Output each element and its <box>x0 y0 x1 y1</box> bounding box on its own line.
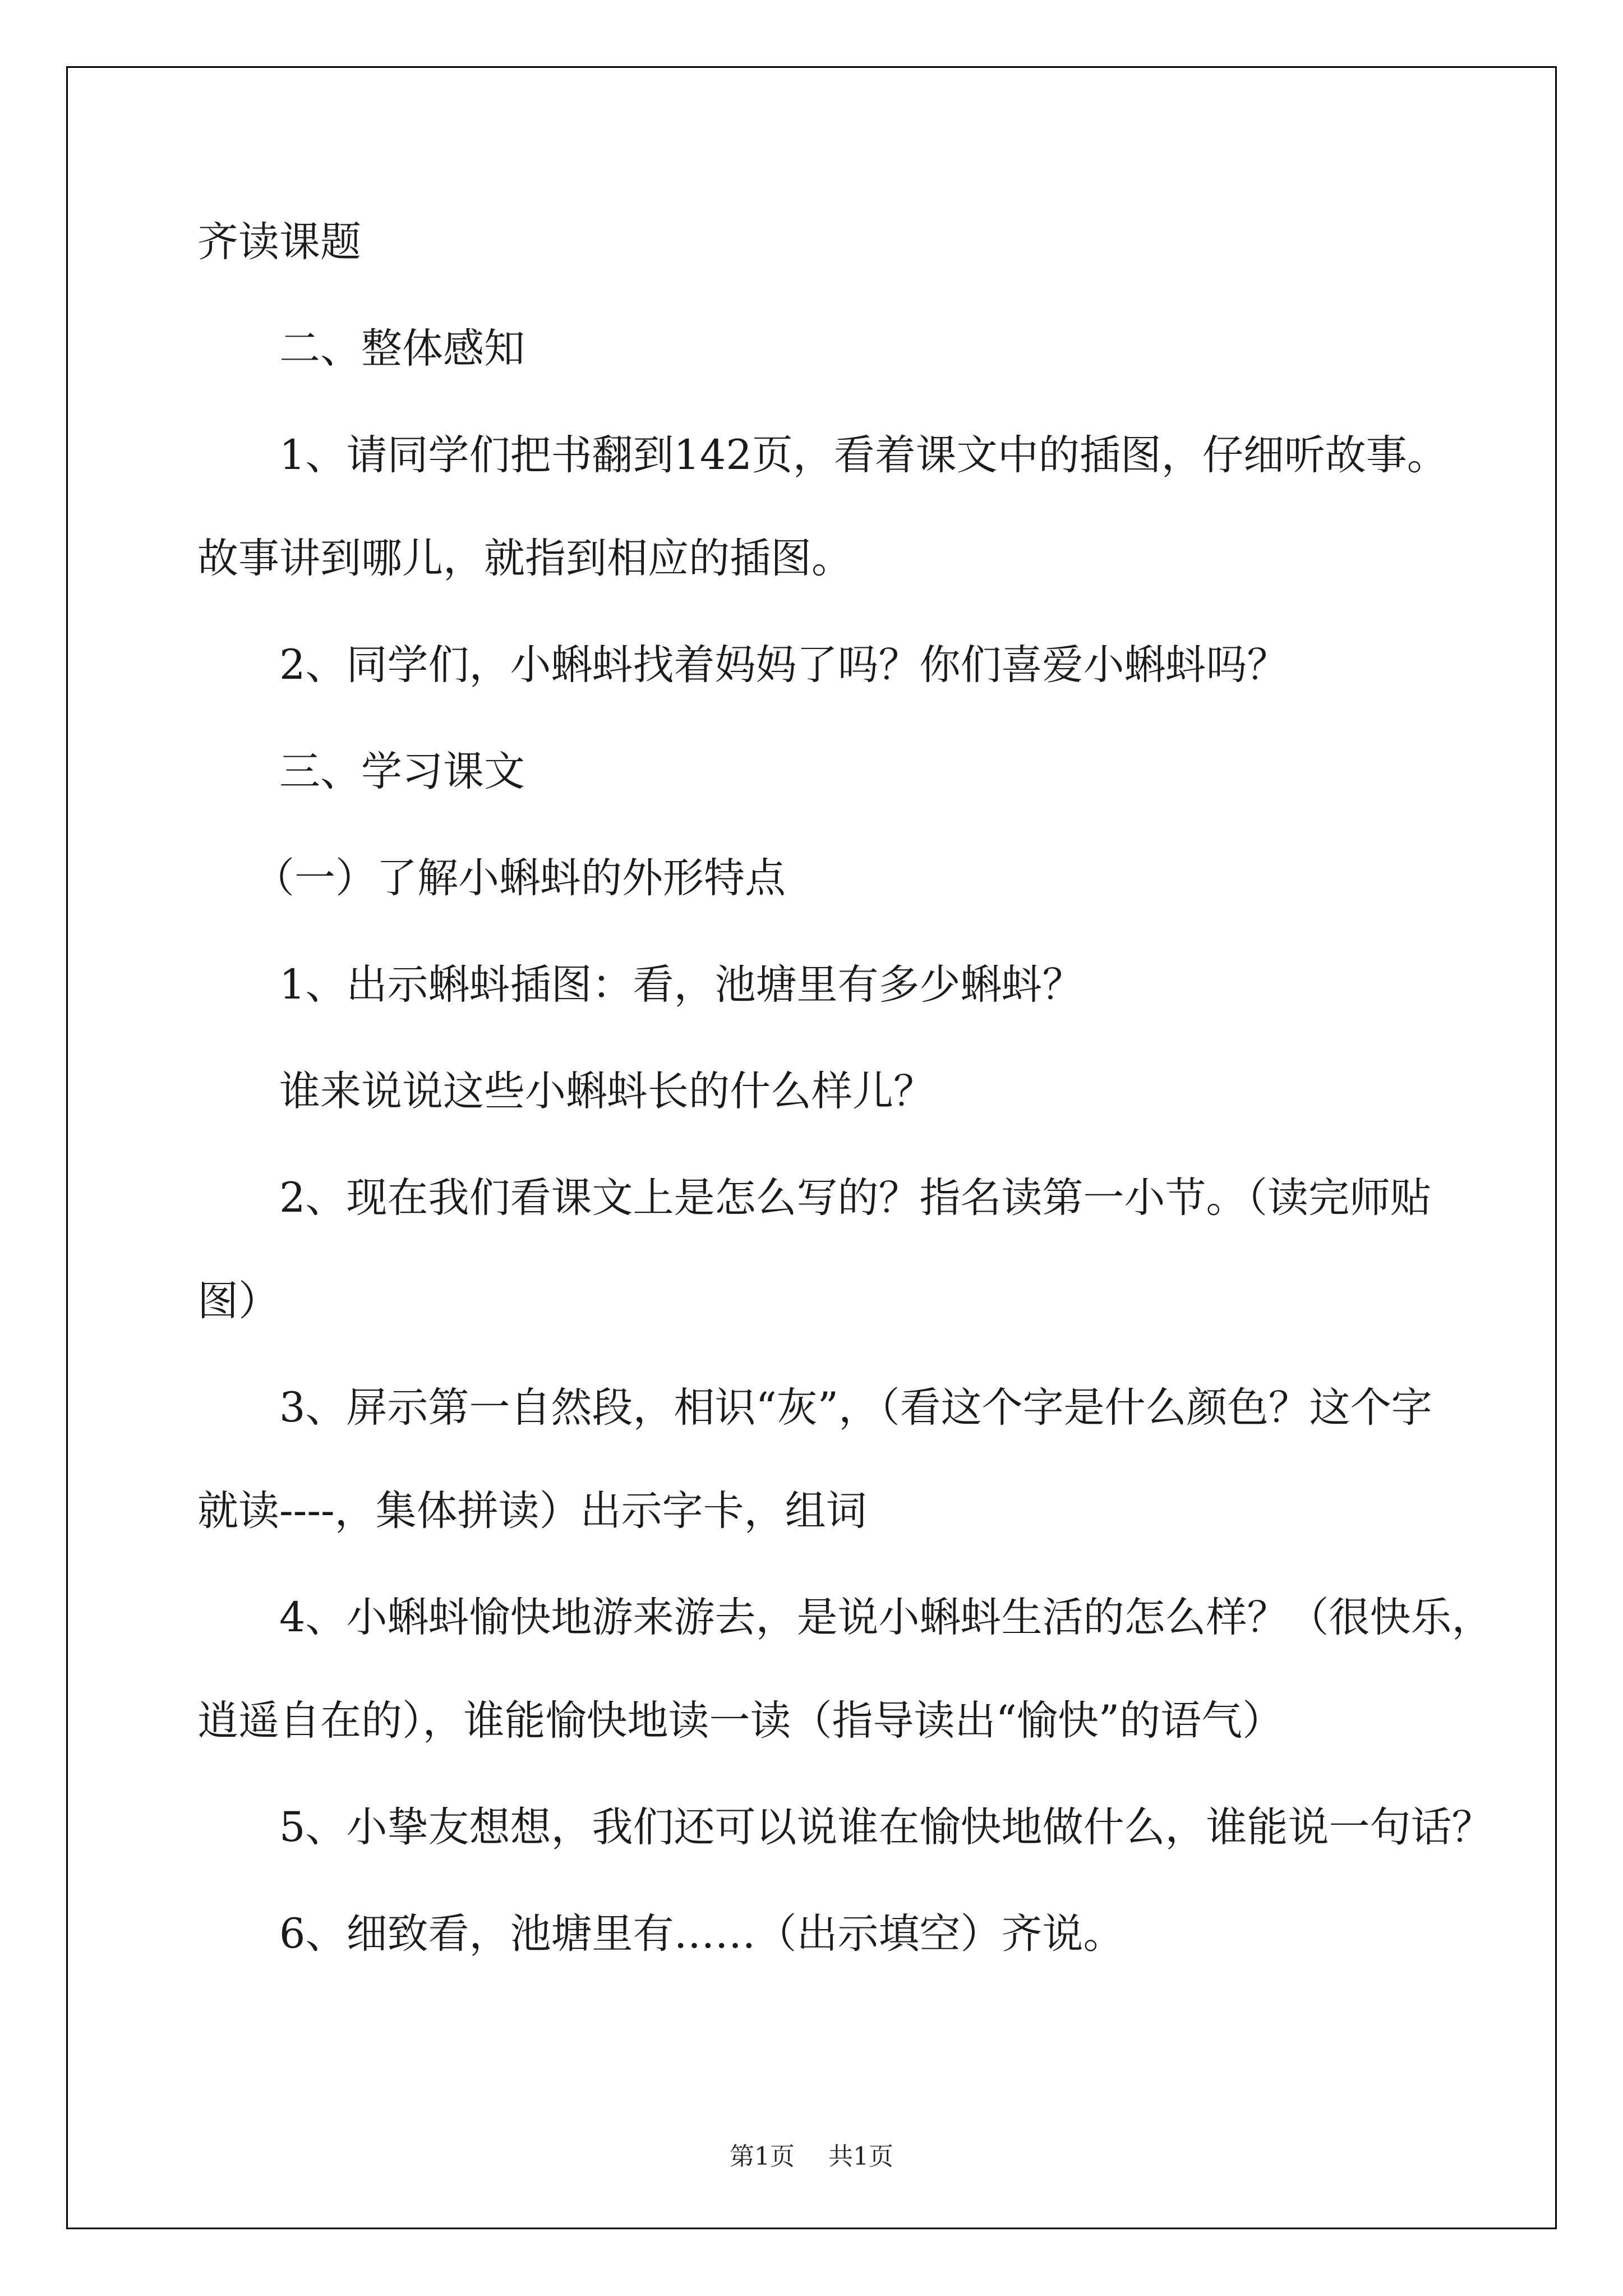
text-line-1: 齐读课题 <box>197 218 361 266</box>
text-line-14: 4、小蝌蚪愉快地游来游去，是说小蝌蚪生活的怎么样？（很快乐， <box>279 1594 1493 1641</box>
text-line-9: 谁来说说这些小蝌蚪长的什么样儿？ <box>279 1068 934 1115</box>
text-line-3: 1、请同学们把书翻到142页，看着课文中的插图，仔细听故事。 <box>279 431 1448 479</box>
text-line-11: 图） <box>197 1277 279 1325</box>
text-line-10: 2、现在我们看课文上是怎么写的？指名读第一小节。（读完师贴 <box>279 1174 1431 1222</box>
text-line-8: 1、出示蝌蚪插图：看，池塘里有多少蝌蚪？ <box>279 961 1083 1009</box>
text-line-15: 逍遥自在的），谁能愉快地读一读（指导读出“愉快”的语气） <box>197 1697 1284 1745</box>
text-line-16: 5、小挚友想想，我们还可以说谁在愉快地做什么，谁能说一句话？ <box>279 1803 1493 1851</box>
page-footer <box>0 2136 1623 2172</box>
text-line-13: 就读----，集体拼读）出示字卡，组词 <box>197 1487 867 1535</box>
document-body <box>197 216 1493 1961</box>
text-line-4: 故事讲到哪儿，就指到相应的插图。 <box>197 535 852 582</box>
text-line-17: 6、细致看，池塘里有……（出示填空）齐说。 <box>279 1910 1124 1958</box>
page-total: 共1页 <box>828 2142 893 2171</box>
heading-study-text: 三、学习课文 <box>279 748 525 795</box>
heading-overall-perception: 二、整体感知 <box>279 325 525 372</box>
text-line-5: 2、同学们，小蝌蚪找着妈妈了吗？你们喜爱小蝌蚪吗？ <box>279 641 1288 689</box>
page-number: 第1页 <box>730 2142 795 2171</box>
text-line-12: 3、屏示第一自然段，相识“灰”，（看这个字是什么颜色？这个字 <box>279 1384 1432 1432</box>
subheading-tadpole-features: （一）了解小蝌蚪的外形特点 <box>253 854 786 902</box>
